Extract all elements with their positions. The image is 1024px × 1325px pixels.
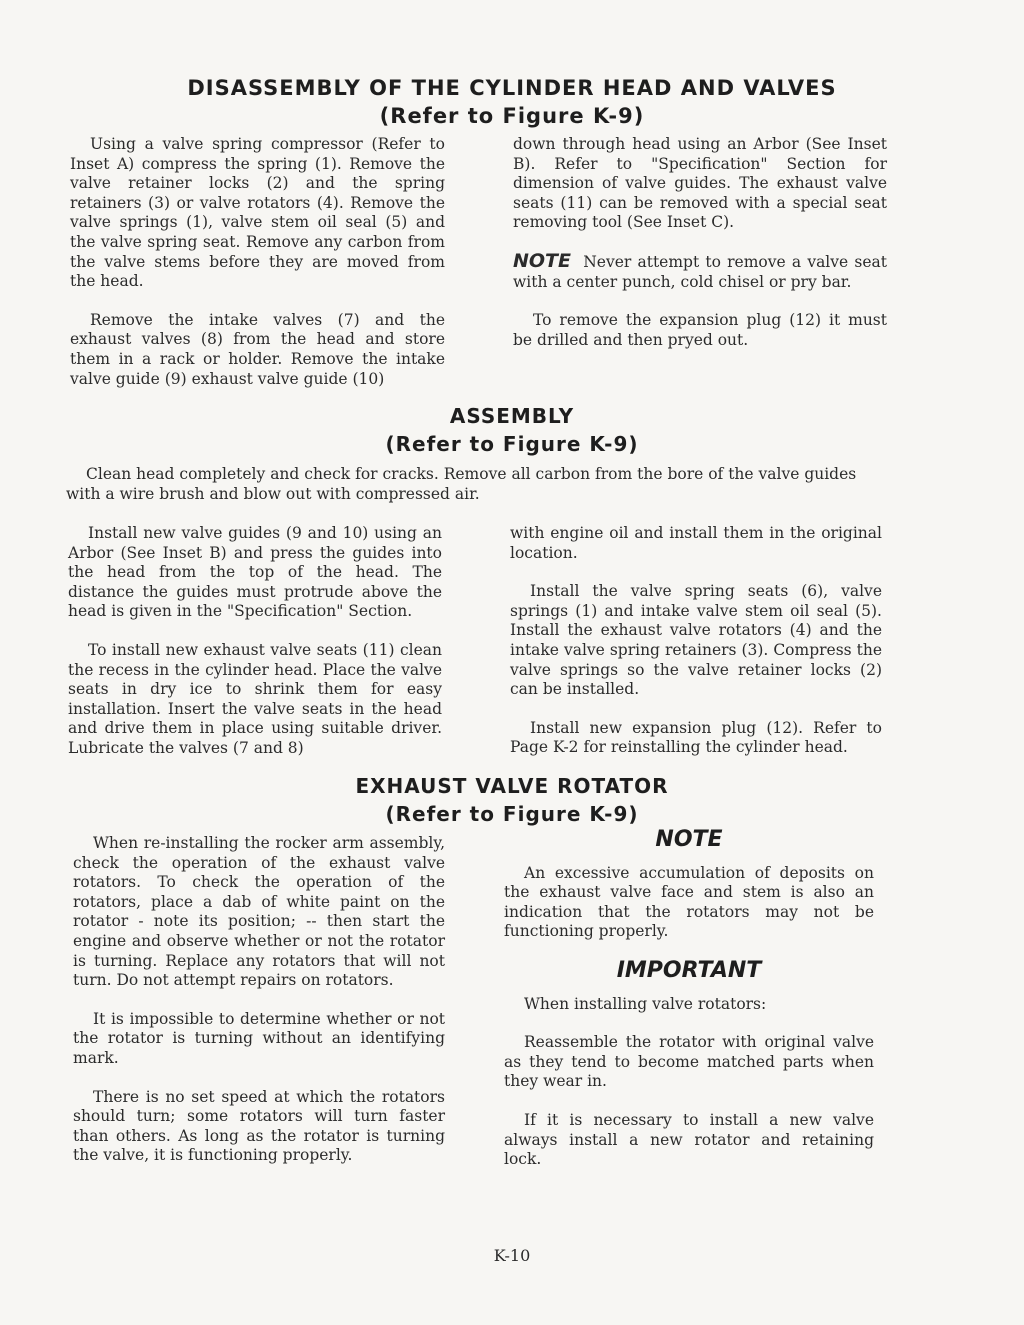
section-title: EXHAUST VALVE ROTATOR <box>355 774 669 798</box>
disassembly-right-column <box>513 135 887 369</box>
paragraph: Install new valve guides (9 and 10) using an Arbor (See Inset B) and press the guides into the head from the top of the head. The distance the guides must protrude above the head is given in the "Specification" Section. <box>68 524 442 621</box>
note-heading: NOTE <box>655 827 723 852</box>
note-label: NOTE <box>513 249 571 272</box>
paragraph: It is impossible to determine whether or not the rotator is turning without an identifying mark. <box>73 1009 445 1067</box>
paragraph: When re-installing the rocker arm assembly, check the operation of the exhaust valve rotators. To check the operation of the rotators, place a dab of white paint on the rotator - note its position; -- then start the engine and observe whether or not the rotator is turning. Replace any rotators that will not turn. Do not attempt repairs on rotators. <box>73 834 445 990</box>
section-heading-disassembly <box>0 74 1024 130</box>
paragraph: When installing valve rotators: <box>524 994 767 1013</box>
note-text: Never attempt to remove a valve seat with a center punch, cold chisel or pry bar. <box>513 252 887 291</box>
disassembly-left-column <box>70 135 445 408</box>
paragraph: If it is necessary to install a new valve always install a new rotator and retaining lock. <box>504 1110 874 1169</box>
section-heading-assembly <box>0 402 1024 458</box>
paragraph: To remove the expansion plug (12) it must be drilled and then pryed out. <box>513 311 887 349</box>
rotator-left-column <box>73 834 445 1185</box>
figure-reference: (Refer to Figure K-9) <box>379 104 645 128</box>
assembly-right-column <box>510 524 882 777</box>
assembly-left-column <box>68 524 442 778</box>
section-heading-rotator <box>0 772 1024 828</box>
assembly-intro: Clean head completely and check for cracks. Remove all carbon from the bore of the valve guides with a wire brush and blow out with compressed air. <box>66 465 857 503</box>
note-paragraph <box>513 249 887 292</box>
figure-reference: (Refer to Figure K-9) <box>385 802 639 826</box>
paragraph: down through head using an Arbor (See Inset B). Refer to "Specification" Section for dimension of valve guides. The exhaust valve seats (11) can be removed with a special seat removing tool (See Inset C). <box>513 135 887 232</box>
section-title: DISASSEMBLY OF THE CYLINDER HEAD AND VALVES <box>187 76 837 100</box>
section-title: ASSEMBLY <box>449 404 575 428</box>
rotator-right-column <box>504 827 874 1189</box>
figure-reference: (Refer to Figure K-9) <box>385 432 639 456</box>
note-paragraph: An excessive accumulation of deposits on the exhaust valve face and stem is also an indication that the rotators may not be functioning properly. <box>504 863 874 941</box>
page-number: K-10 <box>493 1246 531 1265</box>
paragraph: Reassemble the rotator with original valve as they tend to become matched parts when they wear in. <box>504 1033 874 1091</box>
paragraph: Install the valve spring seats (6), valve springs (1) and intake valve stem oil seal (5). Install the exhaust valve rotators (4) and the intake valve spring retainers (3). Compress the valve springs so the valve retainer locks (2) can be installed. <box>510 582 882 699</box>
paragraph: Install new expansion plug (12). Refer to Page K-2 for reinstalling the cylinder head. <box>510 718 882 757</box>
paragraph: with engine oil and install them in the original location. <box>510 524 882 562</box>
important-heading: IMPORTANT <box>616 957 762 983</box>
paragraph: Remove the intake valves (7) and the exhaust valves (8) from the head and store them in a rack or holder. Remove the intake valve guide (9) exhaust valve guide (10) <box>70 310 445 388</box>
paragraph: Using a valve spring compressor (Refer to Inset A) compress the spring (1). Remove the valve retainer locks (2) and the spring retainers (3) or valve rotators (4). Remove the valve springs (1), valve stem oil seal (5) and the valve spring seat. Remove any carbon from the valve stems before they are moved from the head. <box>70 135 445 291</box>
paragraph: To install new exhaust valve seats (11) clean the recess in the cylinder head. Place the valve seats in dry ice to shrink them for easy installation. Insert the valve seats in the head and drive them in place using suitable driver. Lubricate the valves (7 and 8) <box>68 640 442 757</box>
paragraph: There is no set speed at which the rotators should turn; some rotators will turn faster than others. As long as the rotator is turning the valve, it is functioning properly. <box>73 1087 445 1165</box>
